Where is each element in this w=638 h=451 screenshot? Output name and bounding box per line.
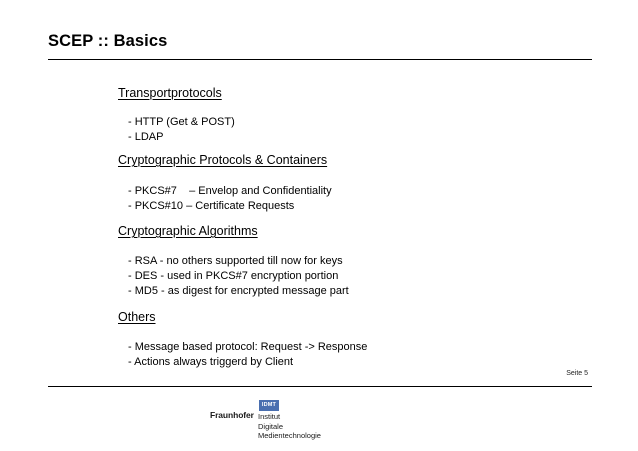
transport-list xyxy=(128,115,235,145)
list-item: - MD5 - as digest for encrypted message part xyxy=(128,285,349,297)
crypto-algorithms-list xyxy=(128,254,349,299)
list-item: - Message based protocol: Request -> Response xyxy=(128,341,368,353)
list-item: - LDAP xyxy=(128,131,164,143)
page-number: Seite 5 xyxy=(566,370,588,377)
section-heading-crypto-algorithms: Cryptographic Algorithms xyxy=(118,224,258,238)
section-heading-transport: Transportprotocols xyxy=(118,86,222,100)
list-item: - RSA - no others supported till now for keys xyxy=(128,255,343,267)
list-item: - HTTP (Get & POST) xyxy=(128,116,235,128)
logo-brand: Fraunhofer xyxy=(210,410,254,420)
others-list xyxy=(128,340,367,370)
logo-line: Medientechnologie xyxy=(258,431,321,440)
idmt-badge: IDMT xyxy=(259,400,279,411)
logo-line: Institut xyxy=(258,412,281,421)
list-item: - PKCS#7 – Envelop and Confidentiality xyxy=(128,185,332,197)
list-item: - Actions always triggerd by Client xyxy=(128,356,294,368)
footer-divider xyxy=(48,386,592,387)
logo-institute-text xyxy=(258,412,321,441)
crypto-protocols-list xyxy=(128,184,332,214)
fraunhofer-logo xyxy=(210,398,350,448)
section-heading-others: Others xyxy=(118,310,156,324)
list-item: - DES - used in PKCS#7 encryption portion xyxy=(128,270,339,282)
list-item: - PKCS#10 – Certificate Requests xyxy=(128,200,295,212)
logo-line: Digitale xyxy=(258,421,284,431)
slide-title: SCEP :: Basics xyxy=(48,32,168,50)
title-divider xyxy=(48,59,592,60)
section-heading-crypto-protocols: Cryptographic Protocols & Containers xyxy=(118,153,328,167)
